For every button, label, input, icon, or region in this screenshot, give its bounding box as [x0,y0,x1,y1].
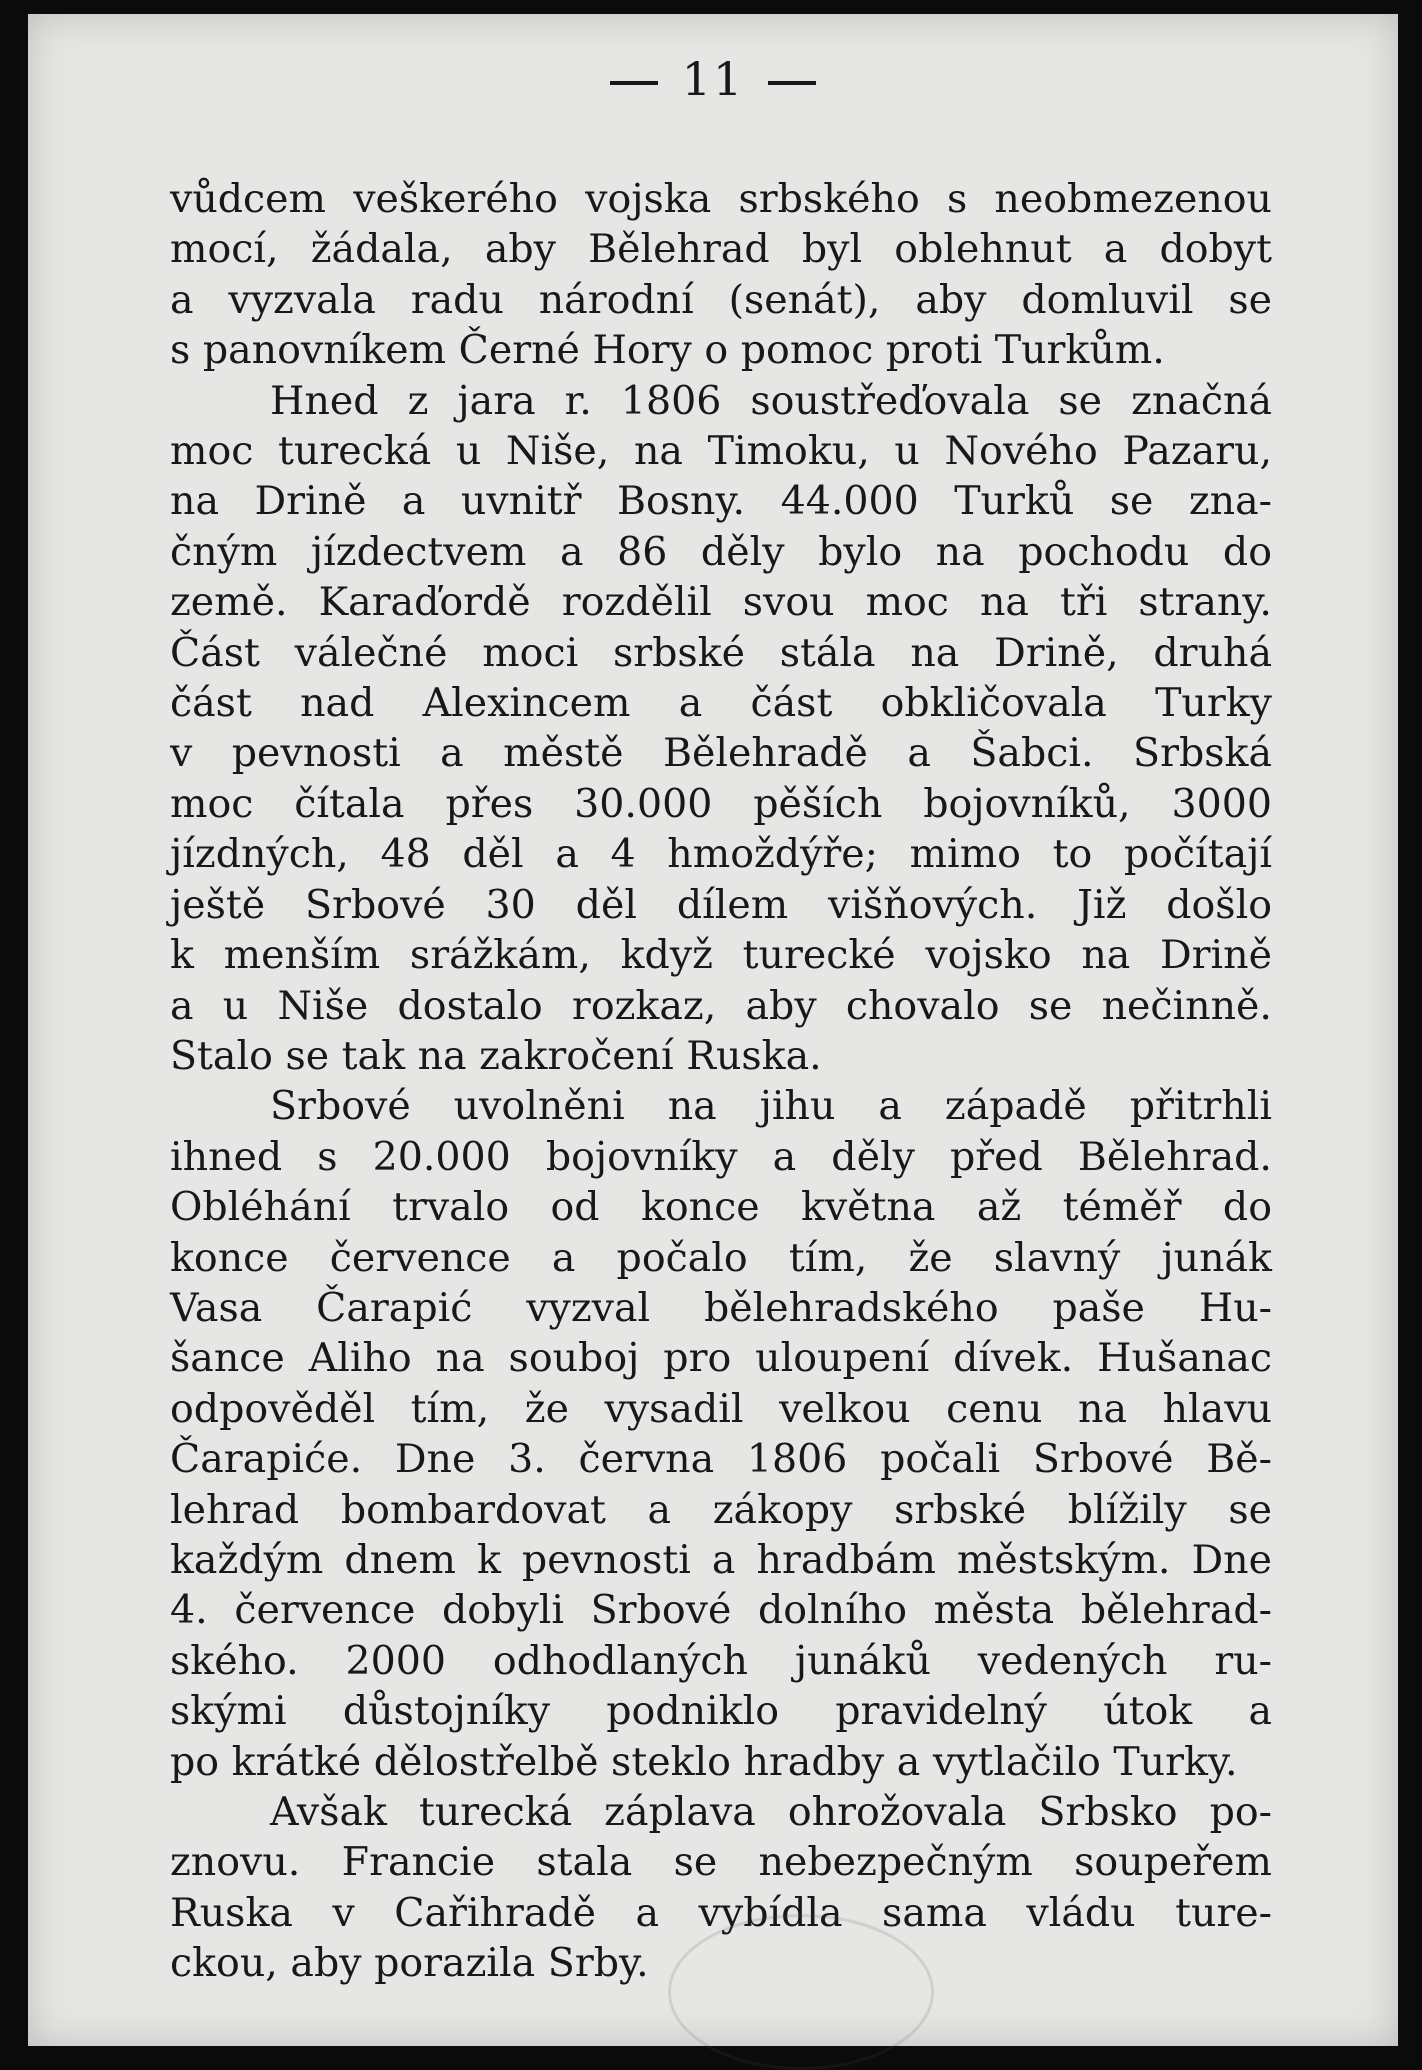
text-line: konce července a počalo tím, že slavný junák [170,1234,1272,1281]
text-line: vůdcem veškerého vojska srbského s neobmezenou [170,176,1272,222]
text-line: Avšak turecká záplava ohrožovala Srbsko po- [270,1789,1272,1835]
text-line: k menším srážkám, když turecké vojsko na Drině [170,932,1272,979]
text-line: Část válečné moci srbské stála na Drině, druhá [170,629,1272,676]
book-page [28,14,1398,2046]
text-line: ckou, aby porazila Srby. [170,1940,649,1987]
text-line: každým dnem k pevnosti a hradbám městským. Dne [170,1536,1272,1583]
text-line: znovu. Francie stala se nebezpečným soupeřem [170,1839,1272,1886]
text-line: lehrad bombardovat a zákopy srbské blížily se [170,1486,1272,1533]
page-number-value: 11 [681,52,745,106]
text-line: Čarapiće. Dne 3. června 1806 počali Srbové Bě- [170,1436,1272,1483]
text-line: a u Niše dostalo rozkaz, aby chovalo se nečinně. [170,982,1272,1029]
page-number-dash-right [768,81,816,85]
paragraph [170,376,1272,1082]
text-line: a vyzvala radu národní (senát), aby domluvil se [170,276,1272,323]
text-line: v pevnosti a městě Bělehradě a Šabci. Srbská [170,730,1272,777]
text-line: 4. července dobyli Srbové dolního města bělehrad- [170,1587,1272,1634]
text-line: na Drině a uvnitř Bosny. 44.000 Turků se zna- [170,478,1272,525]
text-line: země. Karaďordě rozdělil svou moc na tři strany. [170,579,1272,626]
text-line: Ruska v Cařihradě a vybídla sama vládu ture- [170,1889,1272,1936]
page-number [28,52,1398,106]
text-line: ského. 2000 odhodlaných junáků vedených ru- [170,1637,1272,1684]
text-line: Stalo se tak na zakročení Ruska. [170,1032,822,1079]
text-line: s panovníkem Černé Hory o pomoc proti Turkům. [170,327,1165,374]
paragraph [170,174,1272,376]
text-line: čným jízdectvem a 86 děly bylo na pochodu do [170,528,1272,575]
text-line: Vasa Čarapić vyzval bělehradského paše Hu- [170,1284,1272,1331]
text-line: Hned z jara r. 1806 soustřeďovala se značná [270,377,1272,424]
text-line: mocí, žádala, aby Bělehrad byl oblehnut a dobyt [170,226,1272,273]
library-stamp [668,1914,934,2070]
page-number-dash-left [610,81,658,85]
text-line: Srbové uvolněni na jihu a západě přitrhli [270,1083,1272,1130]
text-line: po krátké dělostřelbě steklo hradby a vytlačilo Turky. [170,1738,1238,1785]
text-line: odpověděl tím, že vysadil velkou cenu na hlavu [170,1385,1272,1432]
text-line: ihned s 20.000 bojovníky a děly před Bělehrad. [170,1133,1272,1180]
text-line: moc turecká u Niše, na Timoku, u Nového Pazaru, [170,428,1272,475]
paragraph [170,1081,1272,1787]
text-line: Obléhání trvalo od konce května až téměř do [170,1184,1272,1231]
text-line: ještě Srbové 30 děl dílem višňových. Již došlo [170,881,1272,928]
body-text [170,174,1272,1989]
text-line: jízdných, 48 děl a 4 hmoždýře; mimo to počítají [170,831,1272,878]
text-line: šance Aliho na souboj pro uloupení dívek. Hušanac [170,1335,1272,1382]
text-line: část nad Alexincem a část obkličovala Turky [170,680,1272,727]
text-line: skými důstojníky podniklo pravidelný útok a [170,1688,1272,1735]
text-line: moc čítala přes 30.000 pěších bojovníků, 3000 [170,780,1272,827]
